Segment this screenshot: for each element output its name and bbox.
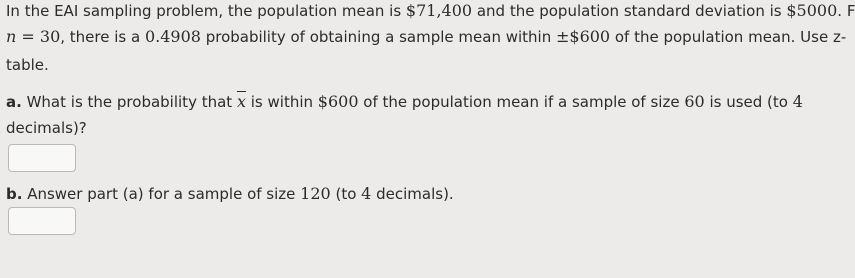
intro-line-3: [6, 54, 49, 76]
intro-text: of the population mean. Use z-: [610, 28, 847, 46]
n-value: = 30: [16, 27, 61, 46]
part-b-line-1: [6, 183, 454, 205]
part-a-text: of the population mean if a sample of size: [358, 93, 685, 111]
population-sd: $5000: [786, 1, 838, 20]
part-b-label: b.: [6, 185, 23, 203]
intro-text: , there is a: [60, 28, 145, 46]
part-b-text: decimals).: [371, 185, 454, 203]
intro-text: probability of obtaining a sample mean within: [200, 28, 556, 46]
part-a-text: decimals)?: [6, 119, 87, 137]
intro-text: . F: [837, 2, 855, 20]
part-b-answer-input[interactable]: [8, 207, 76, 235]
intro-text: table.: [6, 56, 49, 74]
decimals-value: 4: [792, 92, 803, 111]
sample-size-value: 60: [684, 92, 705, 111]
part-a-line-1: [6, 91, 803, 113]
population-mean: $71,400: [405, 1, 473, 20]
part-a-line-2: [6, 117, 87, 139]
intro-text: In the EAI sampling problem, the population mean is: [6, 2, 406, 20]
intro-text: and the population standard deviation is: [472, 2, 787, 20]
part-a-text: is used (to: [704, 93, 793, 111]
intro-line-1: [6, 0, 855, 22]
sample-size-value: 120: [300, 184, 331, 203]
x-bar-symbol: $\overline{x}$: [236, 92, 246, 111]
decimals-value: 4: [361, 184, 372, 203]
probability-value: 0.4908: [144, 27, 201, 46]
part-a-text: is within: [245, 93, 318, 111]
part-b-text: Answer part (a) for a sample of size: [22, 185, 301, 203]
plus-minus-amount: ±$600: [555, 27, 611, 46]
n-variable: n: [6, 27, 17, 46]
intro-line-2: [6, 26, 846, 48]
part-a-text: What is the probability that: [21, 93, 237, 111]
amount-value: $600: [317, 92, 359, 111]
part-b-text: (to: [330, 185, 362, 203]
part-a-label: a.: [6, 93, 22, 111]
part-a-answer-input[interactable]: [8, 144, 76, 172]
